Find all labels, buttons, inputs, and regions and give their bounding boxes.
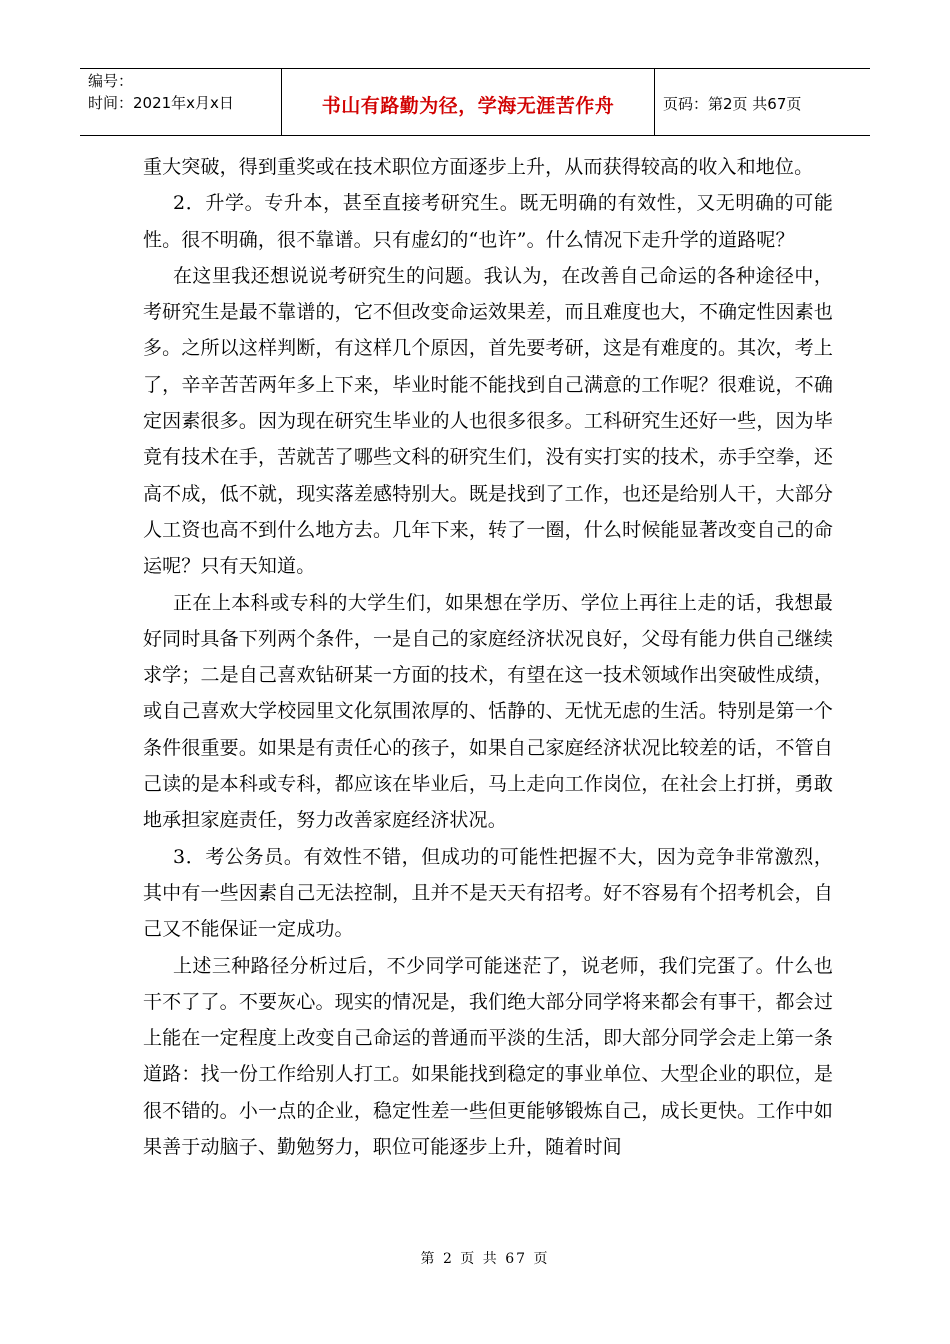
header-motto: 书山有路勤为径，学海无涯苦作舟 xyxy=(282,69,655,135)
paragraph: 正在上本科或专科的大学生们，如果想在学历、学位上再往上走的话，我想最好同时具备下列两个条件，一是自己的家庭经济状况良好，父母有能力供自己继续求学；二是自己喜欢钻研某一方面的技术，有望在这一技术领域作出突破性成绩，或自己喜欢大学校园里文化氛围浓厚的、恬静的、无忧无虑的生活。特别是第一个条件很重要。如果是有责任心的孩子，如果自己家庭经济状况比较差的话，不管自己读的是本科或专科，都应该在毕业后，马上走向工作岗位，在社会上打拼，勇敢地承担家庭责任，努力改善家庭经济状况。 xyxy=(143,591,833,832)
document-time-label: 时间：2021年x月x日 xyxy=(88,94,234,112)
header-page-info: 页码：第2页 共67页 xyxy=(663,94,802,113)
page-footer: 第 2 页 共 67 页 xyxy=(420,1251,550,1267)
page-header xyxy=(80,68,870,136)
paragraph: 在这里我还想说说考研究生的问题。我认为，在改善自己命运的各种途径中，考研究生是最不靠谱的，它不但改变命运效果差，而且难度也大，不确定性因素也多。之所以这样判断，有这样几个原因，首先要考研，这是有难度的。其次，考上了，辛辛苦苦两年多上下来，毕业时能不能找到自己满意的工作呢？很难说，不确定因素很多。因为现在研究生毕业的人也很多很多。工科研究生还好一些，因为毕竟有技术在手，苦就苦了哪些文科的研究生们，没有实打实的技术，赤手空拳，还高不成，低不就，现实落差感特别大。既是找到了工作，也还是给别人干，大部分人工资也高不到什么地方去。几年下来，转了一圈，什么时候能显著改变自己的命运呢？只有天知道。 xyxy=(143,264,833,578)
paragraph: 重大突破，得到重奖或在技术职位方面逐步上升，从而获得较高的收入和地位。 xyxy=(143,156,814,178)
header-meta xyxy=(80,69,282,135)
paragraph: 3．考公务员。有效性不错，但成功的可能性把握不大，因为竞争非常激烈，其中有一些因素自己无法控制，且并不是天天有招考。好不容易有个招考机会，自己又不能保证一定成功。 xyxy=(143,845,833,941)
document-number-label: 编号： xyxy=(88,72,134,90)
paragraph: 2．升学。专升本，甚至直接考研究生。既无明确的有效性，又无明确的可能性。很不明确，很不靠谱。只有虚幻的“也许”。什么情况下走升学的道路呢？ xyxy=(143,192,833,251)
document-body xyxy=(143,149,833,1165)
paragraph: 上述三种路径分析过后，不少同学可能迷茫了，说老师，我们完蛋了。什么也干不了了。不要灰心。现实的情况是，我们绝大部分同学将来都会有事干，都会过上能在一定程度上改变自己命运的普通而平淡的生活，即大部分同学会走上第一条道路：找一份工作给别人打工。如果能找到稳定的事业单位、大型企业的职位，是很不错的。小一点的企业，稳定性差一些但更能够锻炼自己，成长更快。工作中如果善于动脑子、勤勉努力，职位可能逐步上升，随着时间 xyxy=(143,954,833,1159)
